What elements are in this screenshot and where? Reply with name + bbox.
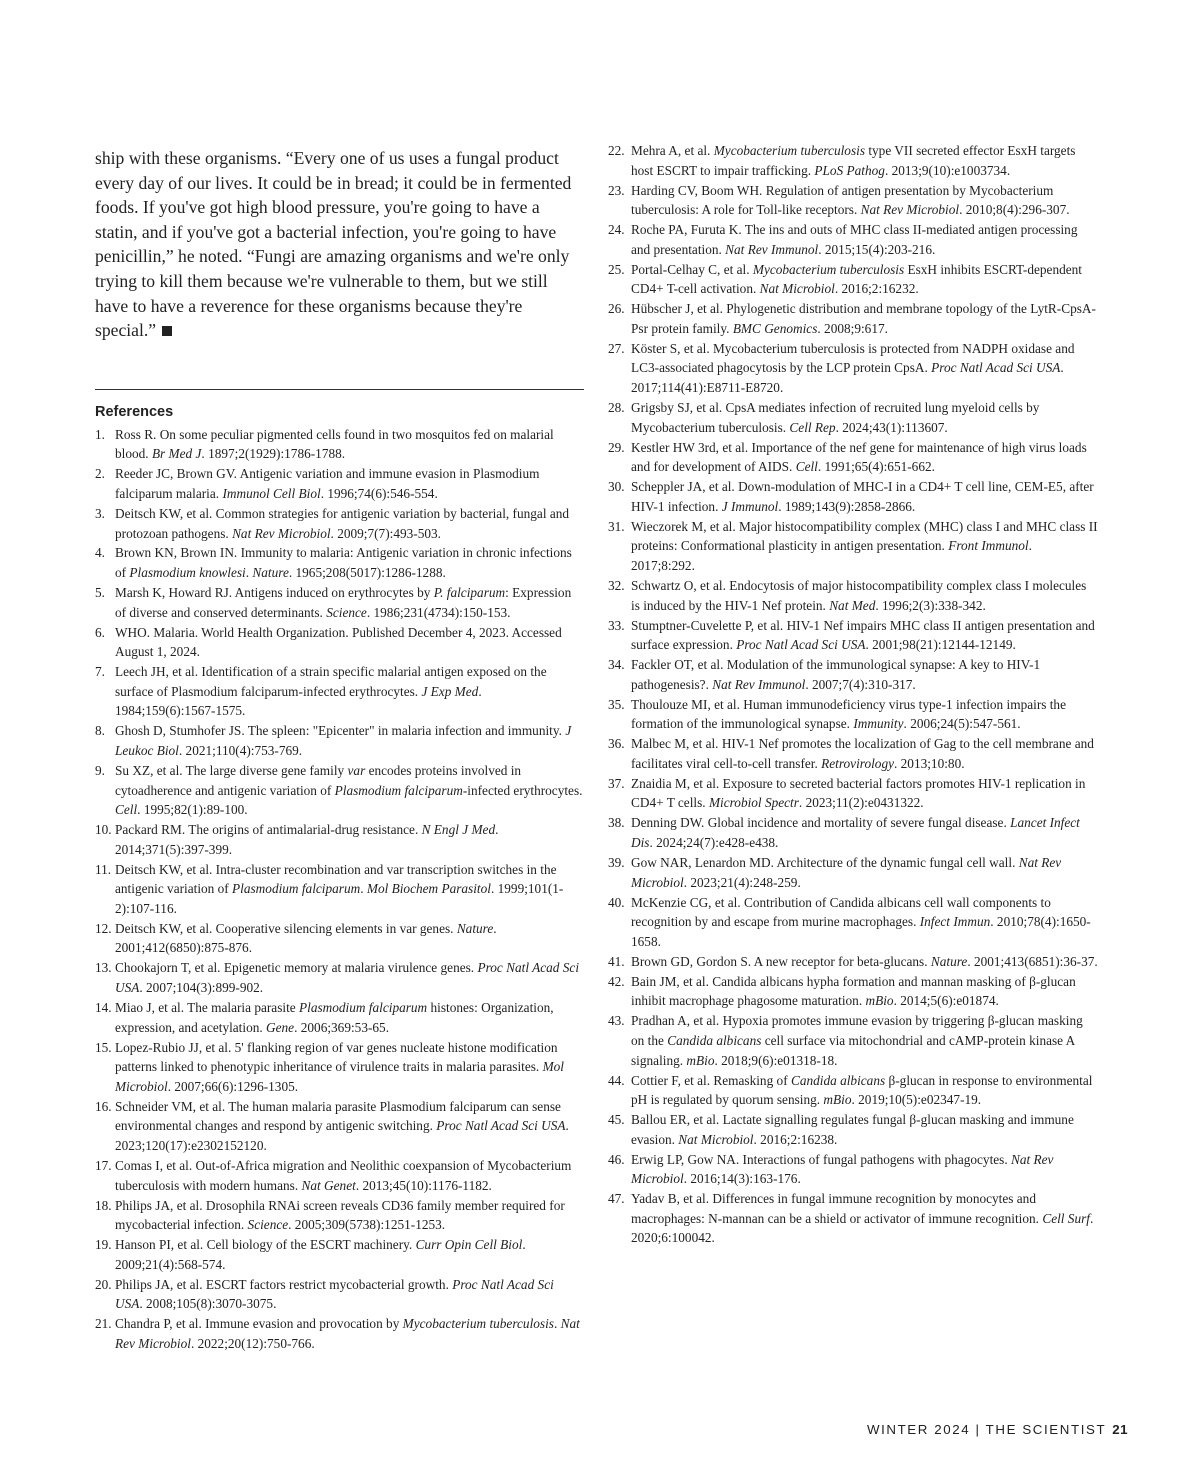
reference-item bbox=[608, 952, 1098, 972]
reference-text: Deitsch KW, et al. Intra-cluster recombination and var transcription switches in the antigenic variation of Plasmodium falciparum. Mol Biochem Parasitol. 1999;101(1-2):107-116. bbox=[115, 861, 564, 916]
reference-item bbox=[95, 1097, 584, 1156]
reference-item bbox=[95, 583, 584, 622]
left-column bbox=[95, 146, 584, 1354]
references-list-left bbox=[95, 425, 584, 1354]
reference-number: 9. bbox=[95, 762, 105, 778]
reference-item bbox=[95, 425, 584, 464]
reference-text: WHO. Malaria. World Health Organization. Published December 4, 2023. Accessed August 1, 2024. bbox=[115, 624, 562, 660]
footer-label: WINTER 2024 | THE SCIENTIST bbox=[866, 1422, 1107, 1437]
reference-number: 44. bbox=[608, 1072, 625, 1088]
reference-number: 21. bbox=[95, 1316, 112, 1332]
reference-item bbox=[608, 438, 1098, 477]
reference-item bbox=[95, 464, 584, 503]
reference-item bbox=[608, 972, 1098, 1011]
reference-item bbox=[608, 1011, 1098, 1070]
reference-text: Hübscher J, et al. Phylogenetic distribution and membrane topology of the LytR-CpsA-Psr protein family. BMC Genomics. 2008;9:617. bbox=[631, 301, 1096, 336]
reference-number: 47. bbox=[608, 1191, 625, 1207]
reference-number: 1. bbox=[95, 426, 105, 442]
reference-item bbox=[95, 919, 584, 958]
reference-text: Deitsch KW, et al. Common strategies for antigenic variation by bacterial, fungal and protozoan pathogens. Nat Rev Microbiol. 2009;7(7):493-503. bbox=[115, 505, 570, 541]
reference-item bbox=[95, 860, 584, 919]
reference-number: 27. bbox=[608, 340, 625, 356]
reference-number: 36. bbox=[608, 736, 625, 752]
article-closing-paragraph: ship with these organisms. “Every one of us uses a fungal product every day of our lives. It could be in bread; it could be in fermented foods. If you've got high blood pressure, you're going to have a statin, and if you've got a bacterial infection, you're going to have penicillin,” he noted. “Fungi are amazing organisms and we're only trying to kill them because we're vulnerable to them, but we still have to have a reverence for these organisms because they're special.” bbox=[95, 148, 572, 341]
end-of-article-mark bbox=[162, 326, 172, 336]
reference-text: Wieczorek M, et al. Major histocompatibility complex (MHC) class I and MHC class II proteins: Conformational plasticity in antigen presentation. Front Immunol. 2017;8:292. bbox=[631, 518, 1098, 573]
reference-item bbox=[95, 1275, 584, 1314]
reference-item bbox=[95, 721, 584, 760]
reference-number: 45. bbox=[608, 1112, 625, 1128]
reference-text: Ross R. On some peculiar pigmented cells found in two mosquitos fed on malarial blood. Br Med J. 1897;2(1929):1786-1788. bbox=[115, 426, 554, 462]
reference-text: Thoulouze MI, et al. Human immunodeficiency virus type-1 infection impairs the formation of the immunological synapse. Immunity. 2006;24(5):547-561. bbox=[631, 696, 1066, 732]
reference-text: Schwartz O, et al. Endocytosis of major histocompatibility complex class I molecules is induced by the HIV-1 Nef protein. Nat Med. 1996;2(3):338-342. bbox=[631, 577, 1087, 613]
reference-number: 4. bbox=[95, 545, 105, 561]
reference-number: 43. bbox=[608, 1013, 625, 1029]
reference-number: 40. bbox=[608, 894, 625, 910]
reference-number: 16. bbox=[95, 1098, 112, 1114]
reference-number: 24. bbox=[608, 222, 625, 238]
reference-text: Mehra A, et al. Mycobacterium tuberculosis type VII secreted effector EsxH targets host ESCRT to impair trafficking. PLoS Pathog. 2013;9(10):e1003734. bbox=[631, 143, 1076, 178]
reference-item bbox=[608, 517, 1098, 576]
reference-number: 38. bbox=[608, 815, 625, 831]
references-list-right bbox=[608, 141, 1098, 1248]
reference-text: Packard RM. The origins of antimalarial-drug resistance. N Engl J Med. 2014;371(5):397-399. bbox=[115, 822, 499, 857]
reference-text: Pradhan A, et al. Hypoxia promotes immune evasion by triggering β-glucan masking on the Candida albicans cell surface via mitochondrial and cAMP-protein kinase A signaling. mBio. 2018;9(6):e01318-18. bbox=[631, 1013, 1083, 1068]
reference-text: Denning DW. Global incidence and mortality of severe fungal disease. Lancet Infect Dis. 2024;24(7):e428-e438. bbox=[631, 815, 1080, 851]
reference-number: 2. bbox=[95, 466, 105, 482]
reference-item bbox=[608, 734, 1098, 773]
reference-number: 15. bbox=[95, 1039, 112, 1055]
reference-item bbox=[608, 260, 1098, 299]
reference-number: 25. bbox=[608, 261, 625, 277]
reference-number: 10. bbox=[95, 822, 112, 838]
reference-item bbox=[608, 853, 1098, 892]
reference-text: Philips JA, et al. ESCRT factors restrict mycobacterial growth. Proc Natl Acad Sci USA. 2008;105(8):3070-3075. bbox=[115, 1276, 554, 1312]
reference-item bbox=[95, 1156, 584, 1195]
reference-item bbox=[95, 998, 584, 1037]
reference-text: Lopez-Rubio JJ, et al. 5' flanking region of var genes nucleate histone modification patterns linked to phenotypic inheritance of virulence traits in malaria parasites. Mol Microbiol. 2007;66(6):1296-1305. bbox=[115, 1039, 564, 1094]
reference-number: 30. bbox=[608, 479, 625, 495]
reference-number: 18. bbox=[95, 1197, 112, 1213]
reference-number: 17. bbox=[95, 1157, 112, 1173]
reference-item bbox=[95, 623, 584, 662]
reference-text: Erwig LP, Gow NA. Interactions of fungal pathogens with phagocytes. Nat Rev Microbiol. 2016;14(3):163-176. bbox=[631, 1151, 1054, 1187]
reference-text: Fackler OT, et al. Modulation of the immunological synapse: A key to HIV-1 pathogenesis?. Nat Rev Immunol. 2007;7(4):310-317. bbox=[631, 657, 1041, 692]
reference-number: 6. bbox=[95, 624, 105, 640]
reference-number: 39. bbox=[608, 855, 625, 871]
reference-item bbox=[608, 813, 1098, 852]
reference-number: 32. bbox=[608, 577, 625, 593]
reference-item bbox=[95, 1038, 584, 1097]
reference-item bbox=[95, 662, 584, 721]
reference-text: Chandra P, et al. Immune evasion and provocation by Mycobacterium tuberculosis. Nat Rev Microbiol. 2022;20(12):750-766. bbox=[115, 1316, 580, 1351]
reference-number: 23. bbox=[608, 182, 625, 198]
reference-number: 12. bbox=[95, 920, 112, 936]
reference-text: Hanson PI, et al. Cell biology of the ESCRT machinery. Curr Opin Cell Biol. 2009;21(4):568-574. bbox=[115, 1237, 526, 1272]
reference-item bbox=[608, 695, 1098, 734]
reference-item bbox=[95, 1196, 584, 1235]
reference-text: McKenzie CG, et al. Contribution of Candida albicans cell wall components to recognition by and escape from murine macrophages. Infect Immun. 2010;78(4):1650-1658. bbox=[631, 894, 1091, 949]
page-footer bbox=[867, 1422, 1128, 1437]
references-heading: References bbox=[95, 403, 174, 420]
reference-number: 28. bbox=[608, 400, 625, 416]
reference-item bbox=[608, 1110, 1098, 1149]
reference-text: Ballou ER, et al. Lactate signalling regulates fungal β-glucan masking and immune evasion. Nat Microbiol. 2016;2:16238. bbox=[631, 1112, 1074, 1147]
reference-text: Brown KN, Brown IN. Immunity to malaria: Antigenic variation in chronic infections of Plasmodium knowlesi. Nature. 1965;208(5017):1286-1288. bbox=[115, 545, 572, 581]
reference-number: 29. bbox=[608, 439, 625, 455]
reference-item bbox=[608, 893, 1098, 952]
page-number: 21 bbox=[1112, 1422, 1128, 1437]
reference-item bbox=[95, 1235, 584, 1274]
reference-text: Bain JM, et al. Candida albicans hypha formation and mannan masking of β-glucan inhibit macrophage phagosome maturation. mBio. 2014;5(6):e01874. bbox=[631, 973, 1076, 1009]
reference-text: Brown GD, Gordon S. A new receptor for beta-glucans. Nature. 2001;413(6851):36-37. bbox=[631, 953, 1098, 969]
reference-text: Znaidia M, et al. Exposure to secreted bacterial factors promotes HIV-1 replication in CD4+ T cells. Microbiol Spectr. 2023;11(2):e0431322. bbox=[631, 775, 1086, 811]
reference-item bbox=[608, 1150, 1098, 1189]
reference-text: Miao J, et al. The malaria parasite Plasmodium falciparum histones: Organization, expression, and acetylation. Gene. 2006;369:53-65. bbox=[115, 1000, 554, 1035]
reference-text: Portal-Celhay C, et al. Mycobacterium tuberculosis EsxH inhibits ESCRT-dependent CD4+ T-cell activation. Nat Microbiol. 2016;2:16232. bbox=[631, 261, 1083, 297]
reference-number: 3. bbox=[95, 505, 105, 521]
reference-number: 42. bbox=[608, 973, 625, 989]
reference-text: Leech JH, et al. Identification of a strain specific malarial antigen exposed on the surface of Plasmodium falciparum-infected erythrocytes. J Exp Med. 1984;159(6):1567-1575. bbox=[115, 664, 547, 719]
reference-number: 34. bbox=[608, 657, 625, 673]
reference-number: 13. bbox=[95, 960, 112, 976]
reference-item bbox=[608, 181, 1098, 220]
reference-number: 37. bbox=[608, 775, 625, 791]
reference-number: 20. bbox=[95, 1276, 112, 1292]
reference-number: 5. bbox=[95, 585, 105, 601]
reference-text: Marsh K, Howard RJ. Antigens induced on erythrocytes by P. falciparum: Expression of diverse and conserved determinants. Science. 1986;231(4734):150-153. bbox=[115, 585, 572, 620]
reference-item bbox=[95, 504, 584, 543]
reference-text: Comas I, et al. Out-of-Africa migration and Neolithic coexpansion of Mycobacterium tuberculosis with modern humans. Nat Genet. 2013;45(10):1176-1182. bbox=[115, 1157, 572, 1193]
reference-number: 11. bbox=[95, 861, 112, 877]
reference-text: Schneider VM, et al. The human malaria parasite Plasmodium falciparum can sense environmental changes and respond by antigenic switching. Proc Natl Acad Sci USA. 2023;120(17):e2302152120. bbox=[115, 1098, 569, 1153]
reference-item bbox=[95, 543, 584, 582]
reference-text: Malbec M, et al. HIV-1 Nef promotes the localization of Gag to the cell membrane and facilitates viral cell-to-cell transfer. Retrovirology. 2013;10:80. bbox=[631, 736, 1094, 771]
reference-number: 31. bbox=[608, 518, 625, 534]
reference-item bbox=[608, 1071, 1098, 1110]
reference-number: 46. bbox=[608, 1151, 625, 1167]
reference-number: 26. bbox=[608, 301, 625, 317]
reference-item bbox=[608, 477, 1098, 516]
reference-number: 8. bbox=[95, 723, 105, 739]
reference-text: Roche PA, Furuta K. The ins and outs of MHC class II-mediated antigen processing and presentation. Nat Rev Immunol. 2015;15(4):203-216. bbox=[631, 222, 1078, 257]
reference-number: 22. bbox=[608, 143, 625, 158]
reference-item bbox=[608, 1189, 1098, 1248]
reference-item bbox=[608, 141, 1098, 180]
reference-item bbox=[608, 774, 1098, 813]
reference-item bbox=[95, 958, 584, 997]
reference-text: Stumptner-Cuvelette P, et al. HIV-1 Nef impairs MHC class II antigen presentation and surface expression. Proc Natl Acad Sci USA. 2001;98(21):12144-12149. bbox=[631, 617, 1095, 653]
reference-number: 14. bbox=[95, 1000, 112, 1016]
reference-text: Kestler HW 3rd, et al. Importance of the nef gene for maintenance of high virus loads and for development of AIDS. Cell. 1991;65(4):651-662. bbox=[631, 439, 1087, 475]
reference-item bbox=[95, 820, 584, 859]
reference-item bbox=[608, 576, 1098, 615]
reference-text: Philips JA, et al. Drosophila RNAi screen reveals CD36 family member required for mycobacterial infection. Science. 2005;309(5738):1251-1253. bbox=[115, 1197, 565, 1233]
reference-item bbox=[608, 616, 1098, 655]
reference-item bbox=[608, 398, 1098, 437]
reference-text: Yadav B, et al. Differences in fungal immune recognition by monocytes and macrophages: N-mannan can be a shield or activator of immune recognition. Cell Surf. 2020;6:100042. bbox=[631, 1191, 1094, 1246]
reference-number: 41. bbox=[608, 953, 625, 969]
reference-text: Ghosh D, Stumhofer JS. The spleen: "Epicenter" in malaria infection and immunity. J Leukoc Biol. 2021;110(4):753-769. bbox=[115, 723, 572, 758]
reference-number: 19. bbox=[95, 1237, 112, 1253]
reference-item bbox=[608, 299, 1098, 338]
reference-item bbox=[608, 220, 1098, 259]
reference-text: Köster S, et al. Mycobacterium tuberculosis is protected from NADPH oxidase and LC3-associated phagocytosis by the LCP protein CpsA. Proc Natl Acad Sci USA. 2017;114(41):E8711-E8720. bbox=[631, 340, 1075, 396]
reference-text: Deitsch KW, et al. Cooperative silencing elements in var genes. Nature. 2001;412(6850):875-876. bbox=[115, 920, 497, 956]
reference-text: Scheppler JA, et al. Down-modulation of MHC-I in a CD4+ T cell line, CEM-E5, after HIV-1 infection. J Immunol. 1989;143(9):2858-2866. bbox=[631, 479, 1094, 514]
section-divider bbox=[95, 389, 584, 390]
reference-item bbox=[95, 1314, 584, 1353]
reference-text: Su XZ, et al. The large diverse gene family var encodes proteins involved in cytoadherence and antigenic variation of Plasmodium falciparum-infected erythrocytes. Cell. 1995;82(1):89-100. bbox=[115, 762, 583, 818]
reference-text: Cottier F, et al. Remasking of Candida albicans β-glucan in response to environmental pH is regulated by quorum sensing. mBio. 2019;10(5):e02347-19. bbox=[631, 1072, 1093, 1108]
right-column bbox=[608, 141, 1098, 1248]
reference-number: 7. bbox=[95, 664, 105, 680]
reference-item bbox=[95, 761, 584, 820]
reference-text: Harding CV, Boom WH. Regulation of antigen presentation by Mycobacterium tuberculosis: A role for Toll-like receptors. Nat Rev Microbiol. 2010;8(4):296-307. bbox=[631, 182, 1070, 218]
reference-text: Chookajorn T, et al. Epigenetic memory at malaria virulence genes. Proc Natl Acad Sci USA. 2007;104(3):899-902. bbox=[115, 960, 580, 996]
reference-item bbox=[608, 655, 1098, 694]
reference-item bbox=[608, 339, 1098, 398]
reference-number: 35. bbox=[608, 696, 625, 712]
reference-text: Grigsby SJ, et al. CpsA mediates infection of recruited lung myeloid cells by Mycobacterium tuberculosis. Cell Rep. 2024;43(1):113607. bbox=[631, 400, 1040, 435]
reference-text: Gow NAR, Lenardon MD. Architecture of the dynamic fungal cell wall. Nat Rev Microbiol. 2023;21(4):248-259. bbox=[631, 855, 1062, 890]
reference-text: Reeder JC, Brown GV. Antigenic variation and immune evasion in Plasmodium falciparum malaria. Immunol Cell Biol. 1996;74(6):546-554. bbox=[115, 466, 540, 501]
reference-number: 33. bbox=[608, 617, 625, 633]
